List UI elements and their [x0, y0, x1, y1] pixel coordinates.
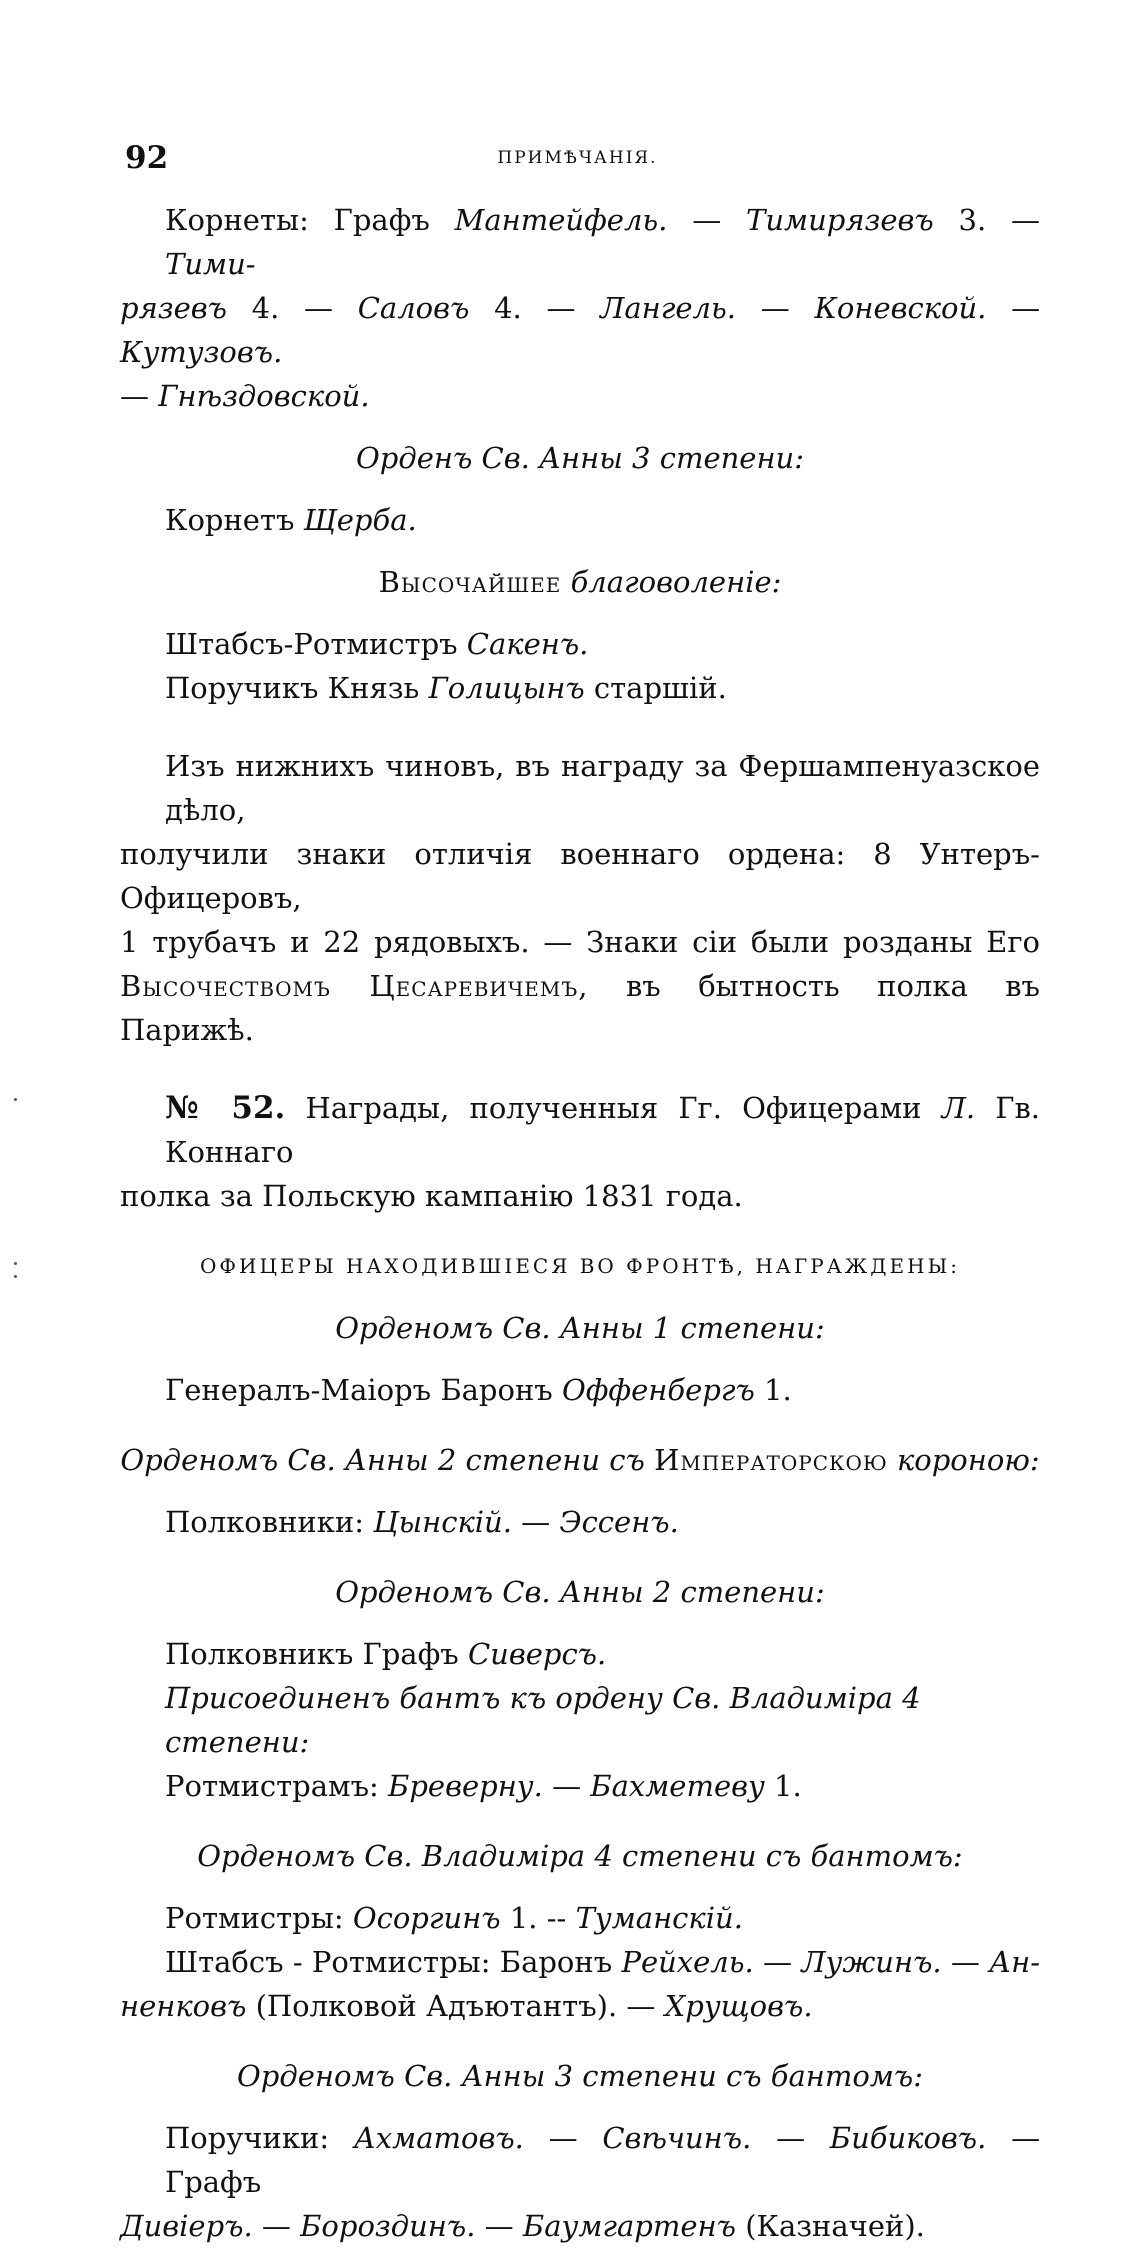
- text-run: 3.: [958, 203, 987, 237]
- name: Тими-: [165, 247, 256, 281]
- name: Лужинъ.: [801, 1945, 942, 1979]
- text-line: [120, 1368, 1040, 1412]
- text-run: Гв. Коннаго: [165, 1091, 1041, 1169]
- text-line: [120, 1500, 1040, 1544]
- dash: —: [120, 379, 149, 413]
- text-run: Баронъ: [499, 1945, 613, 1979]
- text-line: [120, 1632, 1040, 1676]
- text-run: 4.: [494, 291, 522, 325]
- text-run: Поручикъ Князь: [165, 671, 420, 705]
- text-run: 1.: [764, 1373, 792, 1407]
- text-run: 1.: [774, 1769, 802, 1803]
- text-run: Штабсъ-Ротмистръ: [165, 627, 458, 661]
- text-line: [120, 374, 1040, 418]
- name: Оффенбергъ: [561, 1373, 755, 1407]
- name: Коневской.: [814, 291, 987, 325]
- heading-text: Высочайшее: [378, 565, 562, 599]
- dash: —: [304, 291, 334, 325]
- text-line: [120, 2116, 1040, 2204]
- text-run: 4.: [251, 291, 280, 325]
- text-run: Полковникъ Графъ: [165, 1637, 459, 1671]
- dash: —: [626, 1989, 656, 2023]
- name: Щерба.: [303, 503, 417, 537]
- dash: —: [521, 1505, 551, 1539]
- page-header: [125, 140, 1030, 180]
- text-run: Ротмистры:: [165, 1901, 344, 1935]
- text-run: Награды, полученныя Гг. Офицерами: [305, 1091, 922, 1125]
- name: Саловъ: [357, 291, 470, 325]
- text-line: [120, 666, 1040, 710]
- dash: —: [692, 203, 722, 237]
- text-line: полка за Польскую кампанію 1831 года.: [120, 1179, 743, 1213]
- name: ненковъ: [120, 1989, 247, 2023]
- text-run: Л.: [941, 1091, 976, 1125]
- text-line: [120, 1896, 1040, 1940]
- name: Сакенъ.: [466, 627, 589, 661]
- name: Бибиковъ.: [829, 2121, 987, 2155]
- dash: —: [1011, 291, 1041, 325]
- name: Сиверсъ.: [467, 1637, 607, 1671]
- name: Бахметеву: [590, 1769, 765, 1803]
- name: Гнѣздовской.: [158, 379, 370, 413]
- text-line: 1 трубачъ и 22 рядовыхъ. — Знаки сіи были розданы Его: [120, 925, 1040, 959]
- text-line: [120, 498, 1040, 542]
- scan-speck: [14, 1098, 17, 1101]
- scan-speck: [14, 1275, 17, 1278]
- name: Цынскій.: [373, 1505, 512, 1539]
- name: Свѣчинъ.: [602, 2121, 752, 2155]
- name: Рейхель.: [621, 1945, 754, 1979]
- section-heading: [120, 1306, 1040, 1350]
- dash: —: [546, 291, 576, 325]
- dash: —: [552, 1769, 582, 1803]
- text-run: Поручики:: [165, 2121, 330, 2155]
- text-run: Генералъ-Маіоръ Баронъ: [165, 1373, 553, 1407]
- page-number: 92: [125, 140, 169, 176]
- dash: —: [763, 1945, 793, 1979]
- text-line: [120, 198, 1040, 286]
- text-run: Высочествомъ Цесаревичемъ,: [120, 969, 589, 1003]
- note-number: № 52.: [165, 1090, 286, 1126]
- dash: --: [546, 1901, 567, 1935]
- scan-speck: [14, 1262, 17, 1265]
- section-heading: [120, 2054, 1040, 2098]
- section-heading: [120, 1834, 1040, 1878]
- text-run: Корнеты:: [165, 203, 309, 237]
- dash: —: [950, 1945, 980, 1979]
- heading-text: благоволеніе:: [570, 565, 782, 599]
- running-title: ПРИМѢЧАНІЯ.: [497, 148, 658, 168]
- text-line: Изъ нижнихъ чиновъ, въ награду за Фершампенуазское дѣло,: [165, 749, 1040, 827]
- name: Туманскій.: [575, 1901, 743, 1935]
- section-heading: [120, 560, 1040, 604]
- dash: —: [484, 2209, 514, 2243]
- text-run: Присоединенъ бантъ къ ордену Св. Владиміра 4 степени:: [165, 1681, 921, 1759]
- name: Бороздинъ.: [300, 2209, 476, 2243]
- name: Баумгартенъ: [522, 2209, 736, 2243]
- name: Кутузовъ.: [120, 335, 283, 369]
- name: Ан-: [989, 1945, 1041, 1979]
- text-run: 1.: [509, 1901, 538, 1935]
- text-line: [120, 964, 1040, 1052]
- heading-text: Орденомъ Св. Анны 2 степени съ: [120, 1443, 645, 1477]
- dash: —: [548, 2121, 578, 2155]
- text-run: старшій.: [593, 671, 727, 705]
- text-run: (Казначей).: [745, 2209, 925, 2243]
- name: Мантейфель.: [454, 203, 668, 237]
- text-line: [120, 1764, 1040, 1808]
- name: рязевъ: [120, 291, 227, 325]
- text-line: получили знаки отличія военнаго ордена: 8 Унтеръ-Офицеровъ,: [120, 837, 1040, 915]
- section-heading: [120, 436, 1040, 480]
- text-run: Штабсъ - Ротмистры:: [165, 1945, 491, 1979]
- text-run: (Полковой Адъютантъ).: [255, 1989, 618, 2023]
- heading-text: Орденомъ Св. Владиміра 4 степени съ бантомъ:: [197, 1839, 963, 1873]
- text-run: Ротмистрамъ:: [165, 1769, 379, 1803]
- dash: —: [776, 2121, 806, 2155]
- page-body: [120, 198, 1040, 2248]
- dash: —: [1011, 2121, 1041, 2155]
- heading-text: Орденомъ Св. Анны 3 степени съ бантомъ:: [237, 2059, 923, 2093]
- caps-heading: ОФИЦЕРЫ НАХОДИВШІЕСЯ ВО ФРОНТѢ, НАГРАЖДЕНЫ:: [200, 1254, 960, 1278]
- text-line: [120, 622, 1040, 666]
- text-run: Корнетъ: [165, 503, 295, 537]
- text-run: Графъ: [165, 2165, 262, 2199]
- name: Лангель.: [600, 291, 737, 325]
- name: Эссенъ.: [559, 1505, 679, 1539]
- heading-text: короною:: [896, 1443, 1040, 1477]
- name: Осоргинъ: [352, 1901, 501, 1935]
- section-heading: [120, 1438, 1040, 1482]
- text-line: [120, 1940, 1040, 1984]
- name: Тимирязевъ: [746, 203, 934, 237]
- text-line: [120, 2204, 1040, 2248]
- text-line: [120, 286, 1040, 374]
- section-heading: [120, 1570, 1040, 1614]
- text-line: [120, 1676, 1040, 1764]
- dash: —: [1011, 203, 1040, 237]
- text-line: [120, 1984, 1040, 2028]
- name: Голицынъ: [428, 671, 585, 705]
- dash: —: [760, 291, 790, 325]
- dash: —: [261, 2209, 291, 2243]
- text-run: Графъ: [333, 203, 430, 237]
- note-heading: [120, 1086, 1040, 1174]
- name: Бреверну.: [388, 1769, 543, 1803]
- heading-text: Орденомъ Св. Анны 1 степени:: [335, 1311, 825, 1345]
- heading-text: Императорскою: [654, 1443, 888, 1477]
- name: Хрущовъ.: [664, 1989, 813, 2023]
- heading-text: Орденъ Св. Анны 3 степени:: [356, 441, 804, 475]
- text-run: Полковники:: [165, 1505, 364, 1539]
- name: Ахматовъ.: [353, 2121, 524, 2155]
- heading-text: Орденомъ Св. Анны 2 степени:: [335, 1575, 825, 1609]
- text-run: въ бытность полка въ Парижѣ.: [120, 969, 1040, 1047]
- name: Дивіеръ.: [120, 2209, 253, 2243]
